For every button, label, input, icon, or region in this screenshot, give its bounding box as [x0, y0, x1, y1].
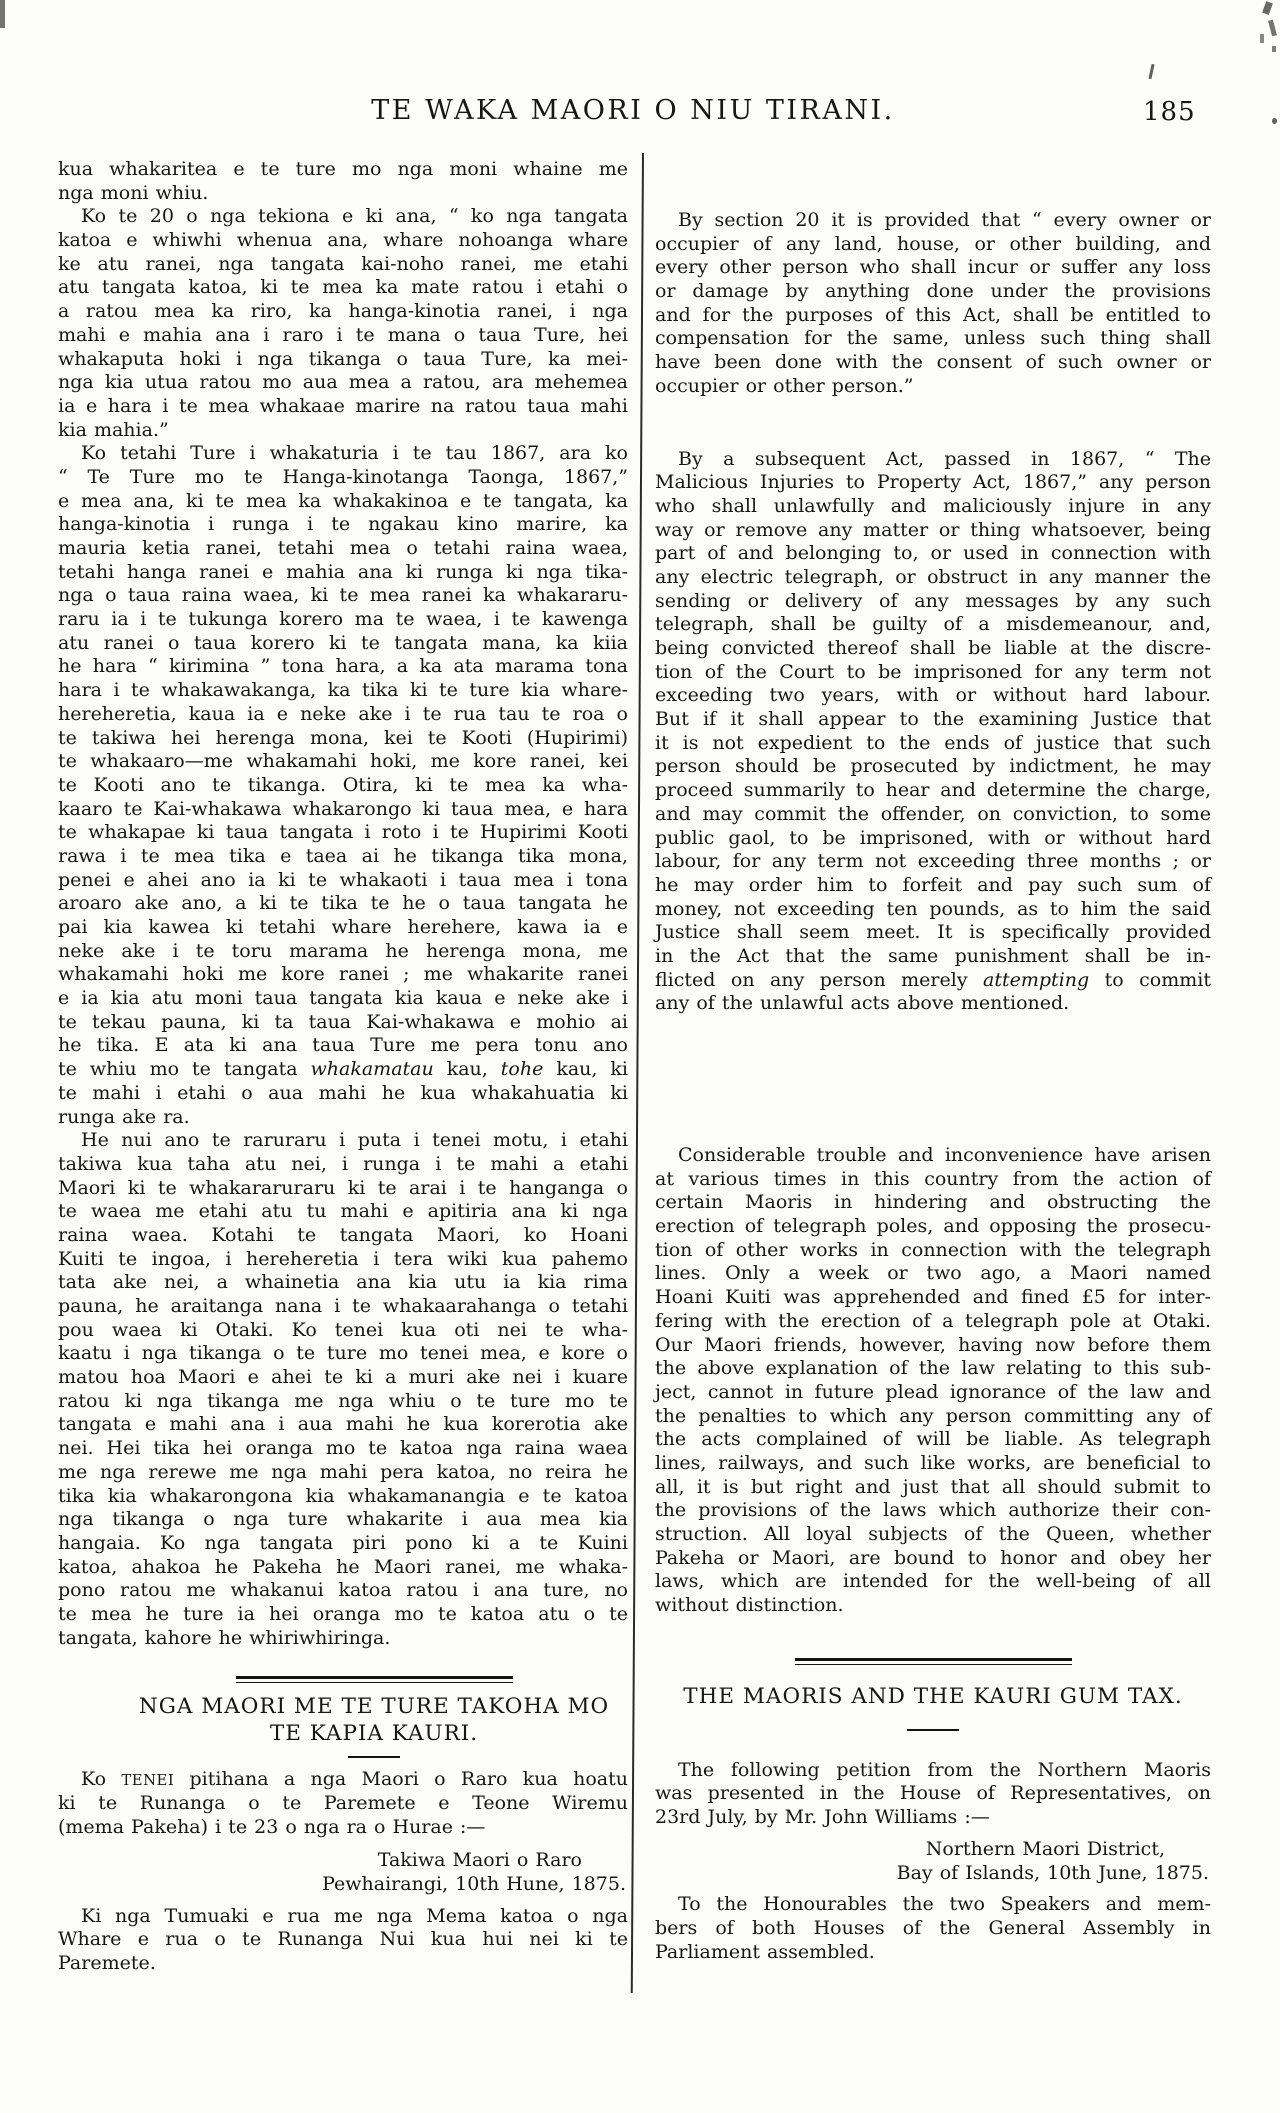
text-line: the provisions of the laws which authorize their con- — [655, 1499, 1211, 1522]
text-line: at various times in this country from the action of — [655, 1167, 1211, 1190]
text-line: te waea me etahi atu tu mahi e apitiria ana ki nga — [58, 1200, 628, 1223]
text-line: tion of the Court to be imprisoned for any term not — [655, 660, 1211, 683]
text-line: matou hoa Maori e ahei te ki a muri ake nei i kuare — [58, 1366, 628, 1389]
text-line: telegraph, shall be guilty of a misdemeanour, and, — [655, 613, 1211, 636]
text-line: katoa e whiwhi whenua ana, whare nohoanga whare — [58, 229, 628, 252]
page-number: 185 — [1143, 97, 1196, 127]
text-line: katoa, ahakoa he Pakeha he Maori ranei, me whaka- — [58, 1555, 628, 1578]
text-line: te whiu mo te tangata whakamatau kau, tohe kau, ki — [58, 1058, 628, 1081]
text-line: te whakaaro—me whakamahi hoki, me kore ranei, kei — [58, 750, 628, 773]
text-line: pou waea ki Otaki. Ko tenei kua oti nei te wha- — [58, 1318, 628, 1341]
text-line: lines, railways, and such like works, are beneficial to — [655, 1451, 1211, 1474]
text-line: nga kia utua ratou mo aua mea a ratou, ara mehemea — [58, 371, 628, 394]
text-line: te whakapae ki taua tangata i roto i te Hupirimi Kooti — [58, 821, 628, 844]
text-line: raina waea. Kotahi te tangata Maori, ko Hoani — [58, 1223, 628, 1246]
text-line: exceeding two years, with or without hard labour. — [655, 684, 1211, 707]
text-line: part of and belonging to, or used in connection with — [655, 542, 1211, 565]
scan-artifact — [1148, 64, 1154, 79]
section-divider-rule — [795, 1658, 1072, 1665]
scan-artifact — [1262, 1, 1273, 15]
text-line: By a subsequent Act, passed in 1867, “ The — [678, 447, 1211, 470]
text-line: Justice shall seem meet. It is specifically provided — [655, 921, 1211, 944]
text-line: te mahi i etahi o aua mahi he kua whakahuatia ki — [58, 1081, 628, 1104]
text-line: kaatu i nga tikanga o te ture mo tenei mea, e kore o — [58, 1342, 628, 1365]
text-line: hangaia. Ko nga tangata piri pono ki a te Kuini — [58, 1531, 628, 1554]
text-line: ject, cannot in future plead ignorance of the law and — [655, 1380, 1211, 1403]
text-line: atu ranei o taua korero ki te tangata mana, ka kiia — [58, 631, 628, 654]
text-line: Ko tetahi Ture i whakaturia i te tau 1867, ara ko — [81, 442, 628, 465]
text-line: occupier of any land, house, or other building, and — [655, 232, 1211, 255]
text-line: takiwa kua taha atu nei, i runga i te mahi a etahi — [58, 1152, 628, 1175]
text-line: By section 20 it is provided that “ every owner or — [678, 209, 1211, 231]
text-line: te mea he ture ia hei oranga mo te katoa atu o te — [58, 1602, 628, 1625]
text-line: But if it shall appear to the examining Justice that — [655, 708, 1211, 731]
text-line: in the Act that the same punishment shall be in- — [655, 944, 1211, 967]
text-line: me nga rerewe me nga mahi pera katoa, no reira he — [58, 1460, 628, 1483]
section-heading-line: NGA MAORI ME TE TURE TAKOHA MO — [138, 1694, 610, 1720]
column-gap — [655, 1016, 1211, 1144]
text-line: Ki nga Tumuaki e rua me nga Mema katoa o nga — [81, 1904, 628, 1927]
column-gap — [58, 1839, 628, 1849]
column-gap — [58, 1758, 628, 1768]
scan-artifact — [1268, 20, 1277, 37]
text-line: proceed summarily to hear and determine the charge, — [655, 779, 1211, 802]
text-line: kia mahia.” — [58, 418, 169, 441]
text-line: nga o taua raina waea, ki te mea ranei ka whakararu- — [58, 584, 628, 607]
text-line: hereheretia, kaua ia e neke ake i te rua tau te roa o — [58, 702, 628, 725]
text-line: without distinction. — [655, 1594, 844, 1617]
text-line: being convicted thereof shall be liable at the discre- — [655, 637, 1211, 659]
text-line: Whare e rua o te Runanga Nui kua hui nei ki te — [58, 1928, 628, 1951]
text-line: all, it is but right and just that all should submit to — [655, 1475, 1211, 1498]
column-gap — [58, 1897, 628, 1905]
scan-artifact — [0, 0, 5, 28]
text-line: Pakeha or Maori, are bound to honor and obey her — [655, 1546, 1211, 1569]
text-line: erection of telegraph poles, and opposing the prosecu- — [655, 1215, 1211, 1238]
text-line: pauna, he araitanga nana i te whakaarahanga o tetahi — [58, 1295, 628, 1317]
address-line: Pewhairangi, 10th Hune, 1875. — [322, 1873, 626, 1896]
section-heading — [655, 1683, 1211, 1710]
text-line: rawa i te mea tika e taea ai he tikanga tika mona, — [58, 844, 628, 867]
left-column — [58, 158, 628, 1976]
text-line: Our Maori friends, however, having now before them — [655, 1333, 1211, 1356]
text-line: hanga-kinotia i runga i te ngakau kino marire, ka — [58, 513, 628, 536]
text-line: ratou ki nga tikanga me nga whiu o te ture mo te — [58, 1389, 628, 1412]
text-line: tangata, kahore he whiriwhiringa. — [58, 1626, 391, 1649]
section-dash-rule — [348, 1756, 400, 1758]
text-line: struction. All loyal subjects of the Queen, whether — [655, 1523, 1211, 1545]
text-line: tetahi hanga ranei e mahia ana ki runga ki nga tika- — [58, 560, 628, 583]
text-line: he tika. E ata ki ana taua Ture me pera tonu ano — [58, 1034, 628, 1057]
address-line: Takiwa Maori o Raro — [377, 1849, 582, 1872]
text-line: way or remove any matter or thing whatsoever, being — [655, 518, 1211, 541]
text-line: ia e hara i te mea whakaae marire na ratou taua mahi — [58, 394, 628, 417]
column-gap — [655, 1710, 1211, 1729]
column-gap — [655, 1665, 1211, 1683]
text-line: The following petition from the Northern Maoris — [678, 1758, 1211, 1781]
text-line: and may commit the offender, on conviction, to some — [655, 802, 1211, 825]
text-line: the acts complained of will be liable. As telegraph — [655, 1428, 1211, 1451]
column-gap — [655, 158, 1211, 209]
text-line: kaaro te Kai-whakawa whakarongo ki taua mea, e hara — [58, 797, 628, 820]
text-line: fering with the erection of a telegraph pole at Otaki. — [655, 1309, 1211, 1332]
text-line: compensation for the same, unless such thing shall — [655, 327, 1211, 350]
text-line: flicted on any person merely attempting to commit — [655, 968, 1211, 991]
text-line: te Kooti ano te tikanga. Otira, ki te mea ka wha- — [58, 773, 628, 796]
column-gap — [655, 1618, 1211, 1658]
text-line: e mea ana, ki te mea ka whakakinoa e te tangata, ka — [58, 489, 628, 512]
text-line: the penalties to which any person committing any of — [655, 1404, 1211, 1427]
text-line: it is not expedient to the ends of justice that such — [655, 731, 1211, 754]
text-line: whakamahi hoki me kore ranei ; me whakarite ranei — [58, 963, 628, 986]
text-line: He nui ano te raruraru i puta i tenei motu, i etahi — [81, 1129, 628, 1152]
column-gap — [655, 1830, 1211, 1838]
text-line: mauria ketia ranei, tetahi mea o tetahi raina waea, — [58, 537, 628, 559]
text-line: Malicious Injuries to Property Act, 1867,” any person — [655, 471, 1211, 494]
column-gap — [655, 399, 1211, 448]
text-line: mahi e mahia ana i raro i te mana o taua Ture, hei — [58, 323, 628, 346]
scan-artifact — [1272, 46, 1276, 52]
text-line: any of the unlawful acts above mentioned. — [655, 992, 1070, 1015]
text-line: money, not exceeding ten pounds, as to him the said — [655, 897, 1211, 920]
text-line: have been done with the consent of such owner or — [655, 351, 1211, 374]
text-line: any electric telegraph, or obstruct in any manner the — [655, 565, 1211, 588]
text-line: Ko te 20 o nga tekiona e ki ana, “ ko nga tangata — [81, 205, 628, 228]
text-line: pono ratou me whakanui katoa ratou i ana ture, no — [58, 1579, 628, 1602]
column-gap — [655, 1731, 1211, 1759]
text-line: “ Te Ture mo te Hanga-kinotanga Taonga, 1867,” — [58, 465, 628, 488]
scan-artifact — [1272, 118, 1277, 124]
text-line: atu tangata katoa, ki te mea ka mate ratou i etahi o — [58, 276, 628, 299]
text-line: certain Maoris in hindering and obstructing the — [655, 1191, 1211, 1214]
text-line: Maori ki te whakararuraru ki te arai i te hanganga o — [58, 1176, 628, 1199]
text-line: public gaol, to be imprisoned, with or without hard — [655, 826, 1211, 849]
section-heading-line: THE MAORIS AND THE KAURI GUM TAX. — [683, 1683, 1183, 1709]
text-line: pai kia kawea ki tetahi whare herehere, kawa ia e — [58, 916, 628, 938]
text-line: Paremete. — [58, 1952, 156, 1975]
text-line: hara i te whakawakanga, ka tika ki te ture kia whare- — [58, 679, 628, 702]
address-line: Bay of Islands, 10th June, 1875. — [896, 1861, 1209, 1884]
text-line: tata ake nei, a whainetia ana kia utu ia kia rima — [58, 1271, 628, 1294]
text-line: labour, for any term not exceeding three months ; or — [655, 850, 1211, 873]
text-line: tika kia whakarongona kia whakamanangia e te katoa — [58, 1484, 628, 1507]
column-gap — [58, 1747, 628, 1756]
text-line: raru ia i te tukunga korero ma te waea, i te kawenga — [58, 608, 628, 631]
right-column — [655, 158, 1211, 1964]
section-heading — [89, 1693, 659, 1747]
text-line: every other person who shall incur or suffer any loss — [655, 256, 1211, 279]
text-line: whakaputa hoki i nga tikanga o taua Ture, ka mei- — [58, 347, 628, 370]
text-line: tangata e mahi ana i aua mahi he kua korerotia ake — [58, 1413, 628, 1436]
text-line: ki te Runanga o te Paremete e Teone Wiremu — [58, 1792, 628, 1814]
section-divider-rule — [236, 1676, 513, 1683]
text-line: and for the purposes of this Act, shall be entitled to — [655, 303, 1211, 326]
text-line: laws, which are intended for the well-being of all — [655, 1570, 1211, 1593]
text-line: Considerable trouble and inconvenience have arisen — [678, 1144, 1211, 1166]
text-line: a ratou mea ka riro, ka hanga-kinotia ranei, i nga — [58, 300, 628, 323]
text-line: bers of both Houses of the General Assembly in — [655, 1916, 1211, 1939]
text-line: he hara “ kirimina ” tona hara, a ka ata marama tona — [58, 655, 628, 678]
text-line: or damage by anything done under the provisions — [655, 280, 1211, 303]
text-line: lines. Only a week or two ago, a Maori named — [655, 1262, 1211, 1285]
text-line: te tekau pauna, ki ta taua Kai-whakawa e mohio ai — [58, 1010, 628, 1033]
text-line: the above explanation of the law relating to this sub- — [655, 1357, 1211, 1380]
text-line: e ia kia atu moni taua tangata kia kaua e neke ake i — [58, 987, 628, 1010]
text-line: penei e ahei ano ia ki te whakaoti i taua mea i tona — [58, 868, 628, 891]
text-line: sending or delivery of any messages by any such — [655, 589, 1211, 612]
text-line: nga moni whiu. — [58, 181, 209, 204]
page-title: TE WAKA MAORI O NIU TIRANI. — [371, 95, 895, 126]
text-line: he may order him to forfeit and pay such sum of — [655, 873, 1211, 896]
text-line: Hoani Kuiti was apprehended and fined £5 for inter- — [655, 1286, 1211, 1309]
text-line: person should be prosecuted by indictment, he may — [655, 755, 1211, 778]
text-line: 23rd July, by Mr. John Williams :— — [655, 1806, 990, 1829]
text-line: was presented in the House of Representatives, on — [655, 1782, 1211, 1805]
scan-artifact — [1260, 34, 1264, 43]
text-line: aroaro ake ano, a ki te tika te he o taua tangata he — [58, 892, 628, 915]
text-line: Ko TENEI pitihana a nga Maori o Raro kua hoatu — [81, 1768, 628, 1791]
text-line: nga tikanga o nga ture whakarite i aua mea kia — [58, 1508, 628, 1531]
address-line: Northern Maori District, — [925, 1837, 1165, 1860]
text-line: Kuiti te ingoa, i hereheretia i tera wiki kua pahemo — [58, 1247, 628, 1270]
text-line: Parliament assembled. — [655, 1940, 875, 1963]
text-line: runga ake ra. — [58, 1105, 190, 1128]
text-line: who shall unlawfully and maliciously injure in any — [655, 494, 1211, 517]
text-line: (mema Pakeha) i te 23 o nga ra o Hurae :— — [58, 1815, 486, 1838]
text-line: To the Honourables the two Speakers and mem- — [678, 1893, 1211, 1916]
text-line: ke atu ranei, nga tangata kai-noho ranei, me etahi — [58, 252, 628, 275]
column-gap — [58, 1650, 628, 1676]
column-gap — [58, 1683, 628, 1693]
text-line: nei. Hei tika hei oranga mo te katoa nga raina waea — [58, 1437, 628, 1460]
column-gap — [655, 1885, 1211, 1893]
text-line: neke ake i te toru marama he herenga mona, me — [58, 939, 628, 962]
text-line: te takiwa hei herenga mona, kei te Kooti (Hupirimi) — [58, 726, 628, 749]
text-line: kua whakaritea e te ture mo nga moni whaine me — [58, 158, 628, 180]
text-line: occupier or other person.” — [655, 374, 914, 397]
text-line: tion of other works in connection with the telegraph — [655, 1238, 1211, 1261]
section-heading-line: TE KAPIA KAURI. — [269, 1721, 479, 1747]
